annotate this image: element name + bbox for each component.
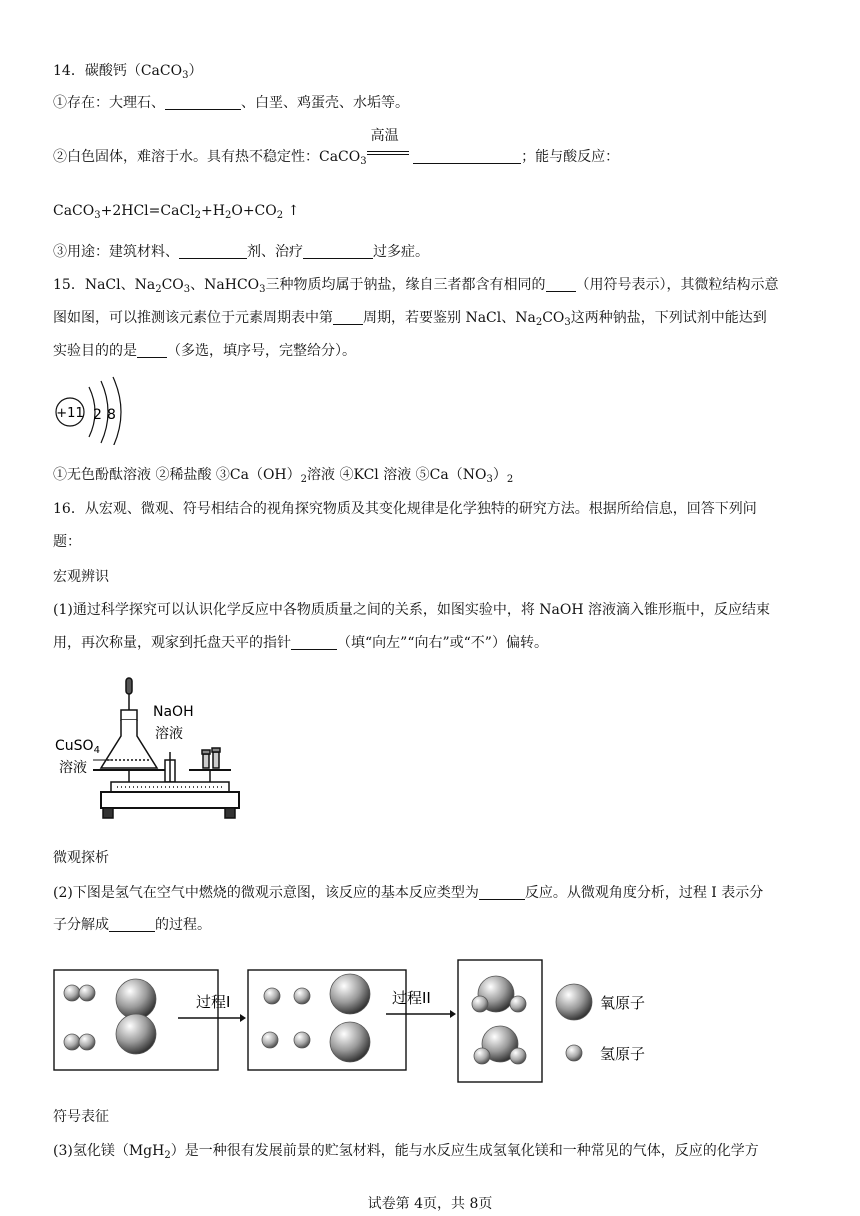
shell1-electrons: 2 (93, 407, 102, 423)
dropper-bulb (126, 678, 132, 694)
q14-equation: $CaCO_3+2HCl=CaCl_2+H_2O+CO_2$ ↑ (53, 203, 300, 221)
section-micro: 微观探析 (53, 850, 109, 866)
q15-line2: 图如图，可以推测该元素位于元素周期表中第 周期，若要鉴别 NaCl、$Na_2CO_3$这两种钠盐，下列试剂中能达到 (53, 310, 767, 328)
q16-intro-cont: 题： (53, 534, 81, 550)
answer-blank[interactable] (109, 917, 155, 932)
q16-part3-line1: (3)氢化镁（MgH$_2$）是一种很有发展前景的贮氢材料，能与水反应生成氢氧化镁和一种常见的气体，反应的化学方 (53, 1143, 759, 1161)
legend-hydrogen-label: 氢原子 (600, 1045, 646, 1063)
answer-blank[interactable] (137, 343, 167, 358)
q14-line1: ①存在：大理石、 、白垩、鸡蛋壳、水垢等。 (53, 95, 409, 111)
conical-flask (101, 720, 157, 768)
label-naoh-solution: 溶液 (155, 726, 183, 742)
q16-part2-line2: 子分解成 的过程。 (53, 917, 211, 933)
label-cuso4-solution: 溶液 (59, 760, 87, 776)
page-footer: 试卷第 4页，共 8页 (367, 1196, 493, 1212)
nucleus-charge: +11 (56, 406, 84, 421)
answer-blank[interactable] (333, 310, 363, 325)
q16-intro: 16．从宏观、微观、符号相结合的视角探究物质及其变化规律是化学独特的研究方法。根据所给信息，回答下列问 (53, 501, 757, 517)
label-process-2: 过程II (392, 989, 431, 1007)
label-cuso4: CuSO$_4$ (55, 738, 100, 756)
box-separate-atoms (248, 970, 406, 1070)
answer-blank[interactable] (303, 244, 373, 259)
q16-part2-line1: (2)下图是氢气在空气中燃烧的微观示意图，该反应的基本反应类型为 反应。从微观角度分析，过程 I 表示分 (53, 885, 764, 901)
q15-line1: 15．NaCl、$Na_2CO_3$、NaHCO$_3$三种物质均属于钠盐，缘自三者都含有相同的 （用符号表示），其微粒结构示意 (53, 277, 779, 295)
label-naoh: NaOH (153, 704, 194, 720)
q15-line3: 实验目的的是 （多选，填序号，完整给分）。 (53, 343, 356, 359)
label-process-1: 过程I (196, 993, 231, 1011)
hydrogen-combustion-micro-diagram (50, 958, 730, 1088)
q16-part1-line2: 用，再次称量，观家到托盘天平的指针 （填“向左”“向右”或“不”）偏转。 (53, 635, 548, 651)
q16-part1-line1: (1)通过科学探究可以认识化学反应中各物质质量之间的关系，如图实验中，将 NaOH 溶液滴入锥形瓶中，反应结束 (53, 602, 771, 618)
q14-line3: ③用途：建筑材料、 剂、治疗 过多症。 (53, 244, 429, 260)
q14-title: 14．碳酸钙（CaCO$_3$） (53, 63, 203, 81)
q15-options: ①无色酚酞溶液 ②稀盐酸 $③Ca(OH)_2$溶液 ④KCl 溶液 $⑤Ca(NO_3)_2$ (53, 467, 514, 485)
legend-oxygen-label: 氧原子 (600, 994, 646, 1012)
section-macro: 宏观辨识 (53, 569, 109, 585)
balance-experiment-figure (53, 670, 243, 832)
condition-high-temp: 高温 (367, 145, 409, 163)
legend-hydrogen-atom (566, 1045, 582, 1061)
section-symbol: 符号表征 (53, 1109, 109, 1125)
answer-blank[interactable] (291, 635, 337, 650)
answer-blank[interactable] (546, 277, 576, 292)
sodium-atom-diagram (53, 375, 133, 445)
shell2-electrons: 8 (107, 407, 116, 423)
answer-blank[interactable] (479, 885, 525, 900)
answer-blank[interactable] (413, 149, 521, 164)
answer-blank[interactable] (179, 244, 247, 259)
q14-line2: ②白色固体，难溶于水。具有热不稳定性：CaCO$_3$ 高温 ；能与酸反应： (53, 128, 620, 167)
legend-oxygen-atom (556, 984, 592, 1020)
answer-blank[interactable] (165, 95, 241, 110)
